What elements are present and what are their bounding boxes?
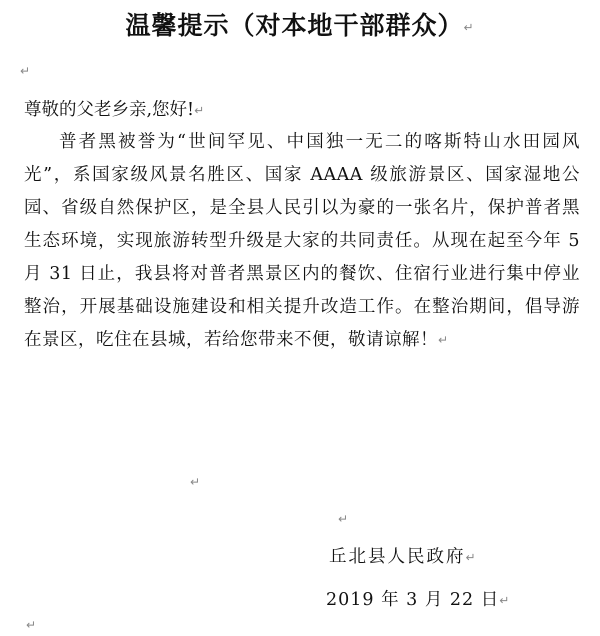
date-text: 2019 年 3 月 22 日 (326, 590, 500, 610)
body-text: 普者黑被誉为“世间罕见、中国独一无二的喀斯特山水田园风光”，系国家级风景名胜区、国家 AAAA 级旅游景区、国家湿地公园、省级自然保护区，是全县人民引以为豪的一张名片，保护普者黑生态环境，实现旅游转型升级是大家的共同责任。从现在起至今年 5 月 31 日止，我县将对普者黑景区内的餐饮、住宿行业进行集中停业整治，开展基础设施建设和相关提升改造工作。在整治期间，倡导游在景区，吃住在县城，若给您带来不便，敬请谅解！ (24, 132, 580, 350)
paragraph-mark-icon: ↵ (338, 512, 349, 526)
paragraph-mark-icon: ↵ (190, 475, 201, 489)
title-text: 温馨提示（对本地干部群众） (125, 11, 464, 40)
salutation-text: 尊敬的父老乡亲,您好! (24, 100, 195, 120)
paragraph-mark-icon: ↵ (20, 64, 31, 78)
paragraph-mark-icon: ↵ (463, 20, 475, 35)
document-date (326, 586, 510, 611)
body-paragraph (24, 126, 580, 357)
paragraph-mark-icon: ↵ (499, 593, 511, 608)
paragraph-mark-icon: ↵ (438, 333, 449, 347)
paragraph-mark-icon: ↵ (26, 618, 37, 632)
paragraph-mark-icon: ↵ (465, 550, 478, 565)
document-title (0, 6, 600, 42)
signer-text: 丘北县人民政府 (329, 547, 466, 567)
signer (329, 543, 478, 568)
paragraph-mark-icon: ↵ (194, 103, 205, 118)
salutation (24, 96, 204, 121)
